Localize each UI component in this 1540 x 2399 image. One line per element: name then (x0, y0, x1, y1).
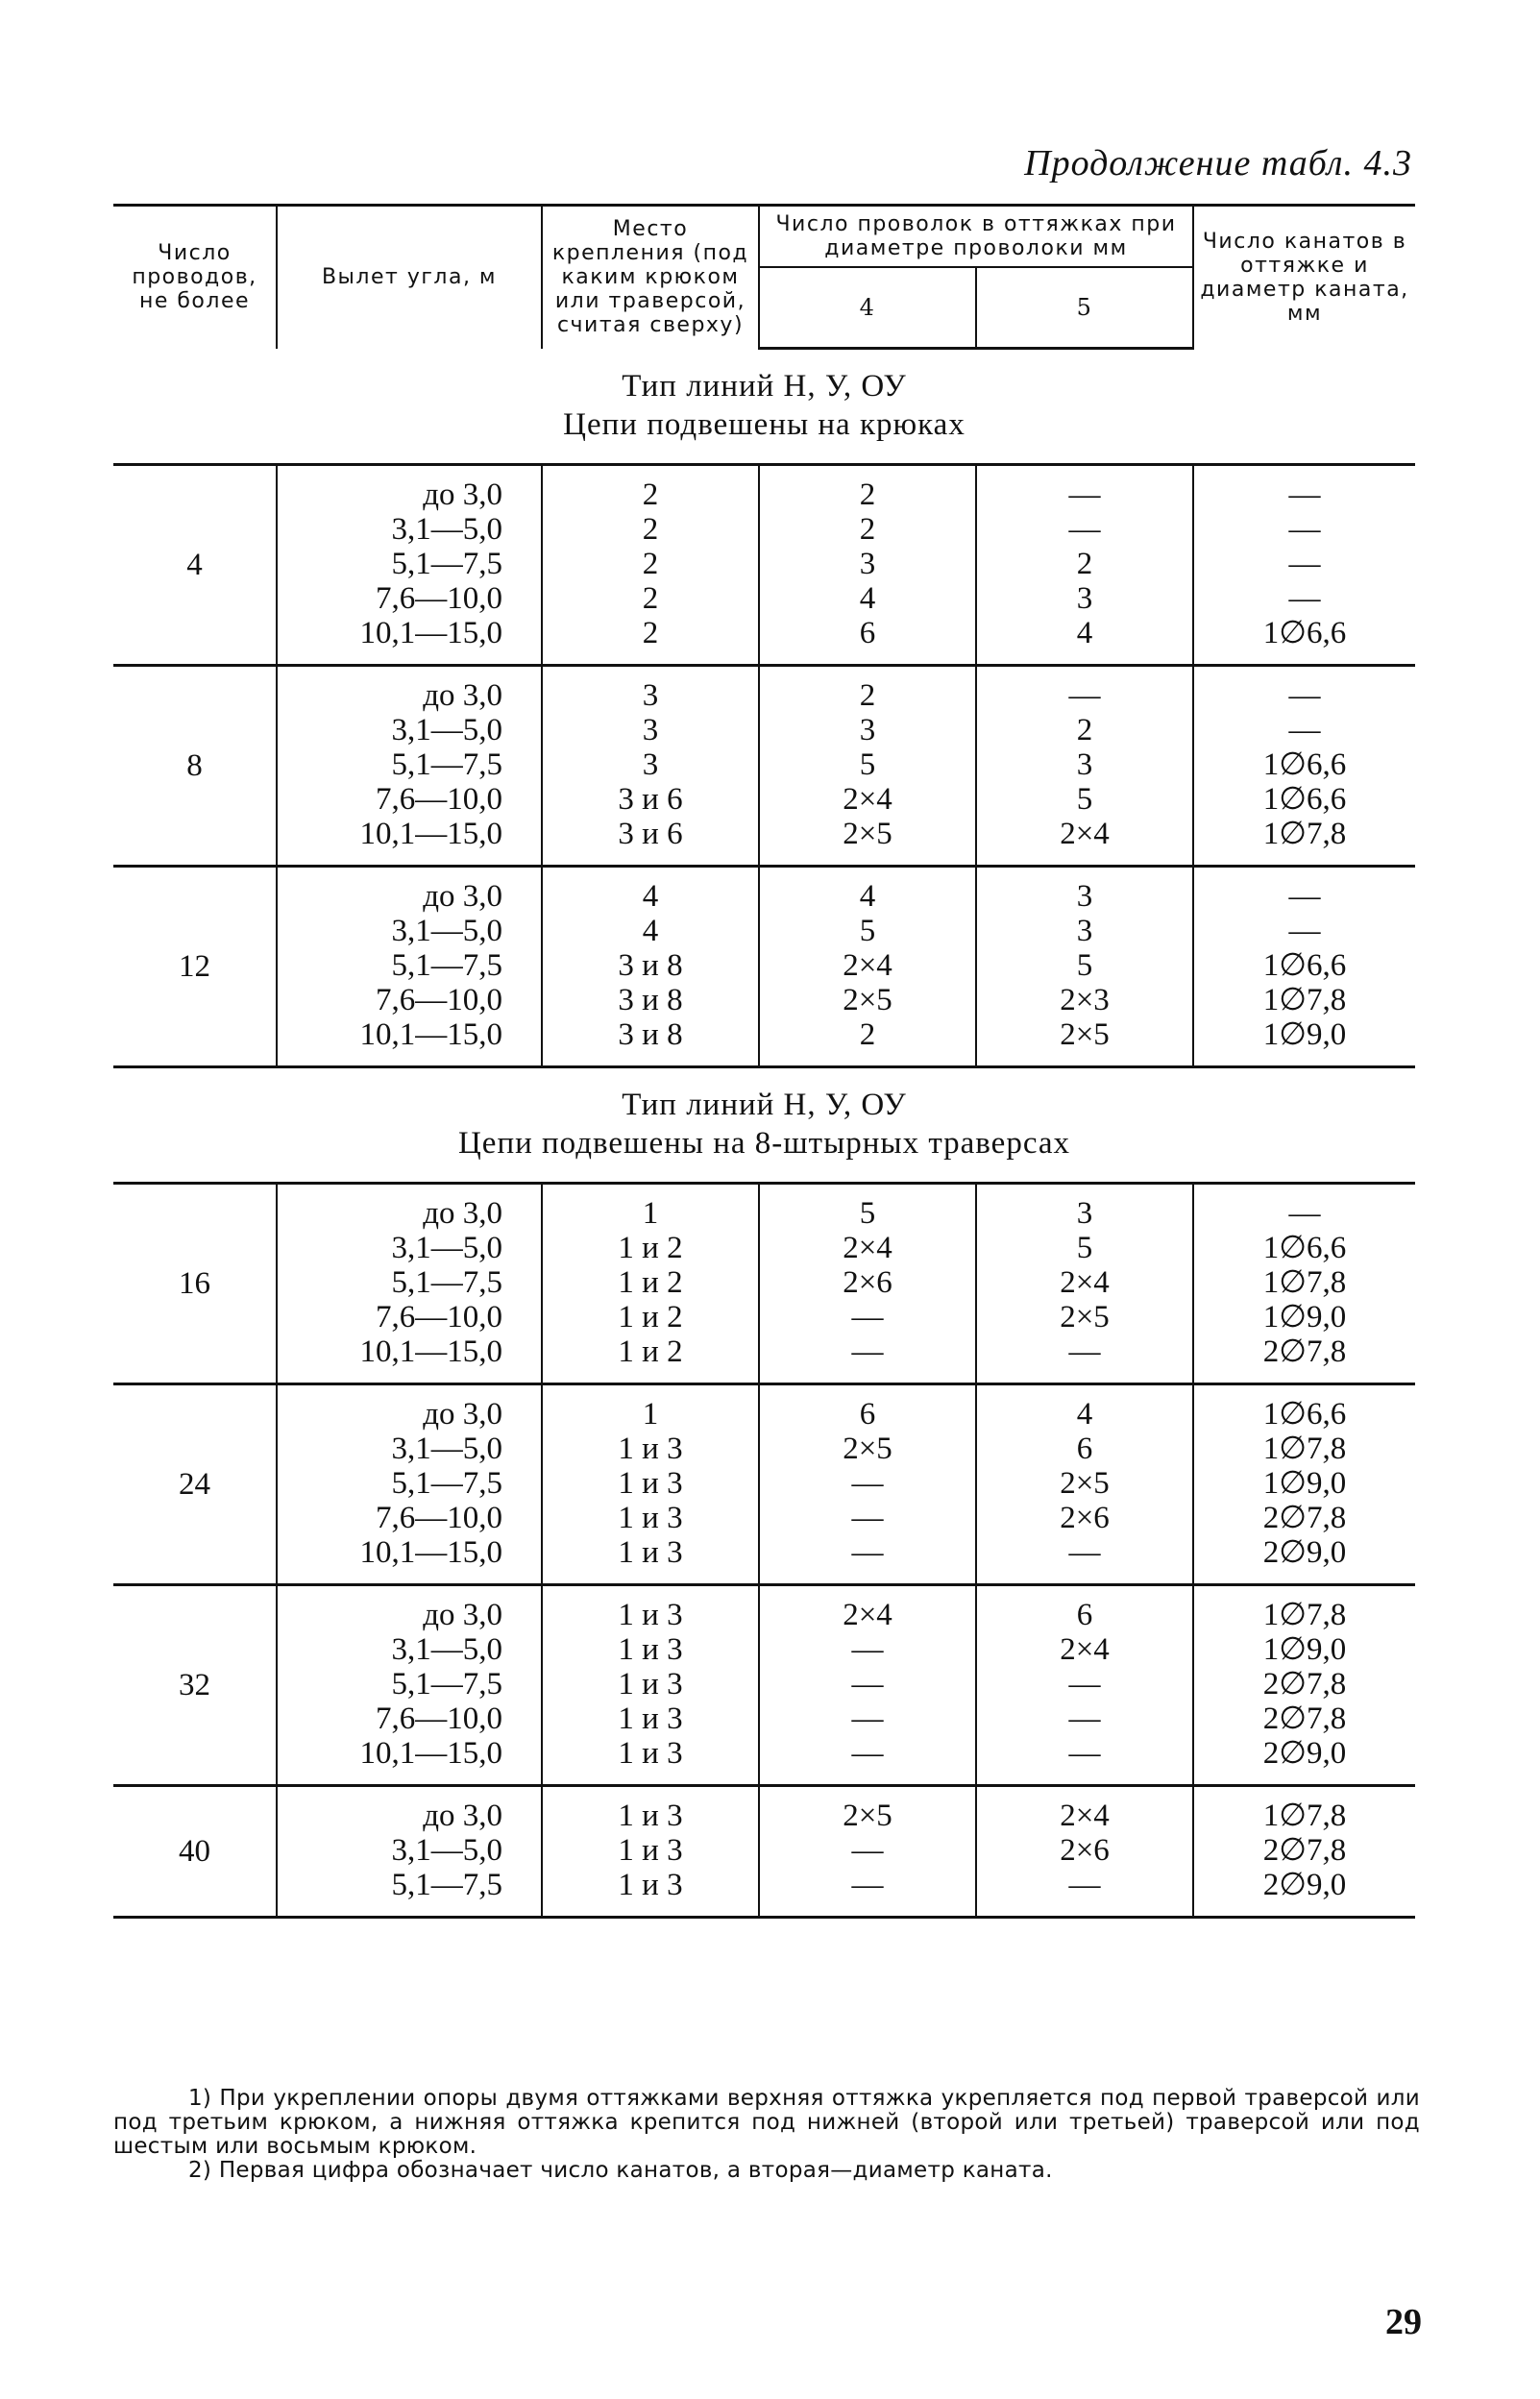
table-row (113, 1184, 1415, 1384)
cell-value: до 3,0 (423, 477, 502, 512)
diameter-4-cell (759, 666, 976, 867)
cell-value: 5 (859, 914, 876, 948)
cell-value: 10,1—15,0 (359, 1535, 502, 1570)
cell-value: — (1068, 1334, 1101, 1369)
cell-value: 3 и 6 (618, 782, 683, 817)
cell-value: 7,6—10,0 (376, 1501, 502, 1535)
cell-value: 2 (642, 477, 659, 512)
cell-value: — (851, 1833, 884, 1868)
cell-value: 2 (642, 581, 659, 616)
cell-value: — (851, 1535, 884, 1570)
cell-value: 7,6—10,0 (376, 581, 502, 616)
cell-value: 2 (859, 678, 876, 713)
cell-value: 3,1—5,0 (391, 1833, 502, 1868)
cell-value: 10,1—15,0 (359, 616, 502, 650)
cell-value: до 3,0 (423, 678, 502, 713)
cell-value: — (851, 1868, 884, 1902)
cell-value: 5 (859, 1196, 876, 1231)
cell-value: 6 (859, 1397, 876, 1432)
cell-value: 1 и 3 (618, 1736, 683, 1771)
cell-value: 3,1—5,0 (391, 512, 502, 547)
cell-value: 1 и 3 (618, 1535, 683, 1570)
cell-value: — (1068, 1535, 1101, 1570)
cell-value: до 3,0 (423, 879, 502, 914)
cell-value: 1∅7,8 (1262, 1799, 1347, 1833)
cell-value: 1∅6,6 (1262, 1397, 1347, 1432)
cell-value: 10,1—15,0 (359, 817, 502, 851)
cell-value: 2×4 (1060, 817, 1110, 851)
cell-value: 1∅6,6 (1262, 616, 1347, 650)
cell-value: 5 (1076, 1231, 1093, 1265)
header-angle: Вылет угла, м (277, 206, 542, 349)
cell-value: 2 (1076, 547, 1093, 581)
cell-value: 2 (642, 547, 659, 581)
cell-value: — (1288, 914, 1321, 948)
angle-cell (277, 1786, 542, 1918)
cell-value: 5,1—7,5 (391, 1466, 502, 1501)
table-caption: Продолжение табл. 4.3 (1024, 143, 1412, 184)
cell-value: 1∅6,6 (1262, 747, 1347, 782)
cell-value: 3,1—5,0 (391, 1231, 502, 1265)
cell-value: 4 (859, 581, 876, 616)
cell-value: 5 (1076, 948, 1093, 983)
place-cell (542, 1786, 759, 1918)
table-header (113, 206, 1415, 349)
cell-value: 1 и 3 (618, 1466, 683, 1501)
cell-value: до 3,0 (423, 1397, 502, 1432)
cell-value: — (1288, 1196, 1321, 1231)
cell-value: — (1068, 678, 1101, 713)
page-number: 29 (1385, 2302, 1422, 2342)
cell-value: 2∅7,8 (1262, 1833, 1347, 1868)
cell-value: до 3,0 (423, 1799, 502, 1833)
section-title-line: Тип линий Н, У, ОУ (622, 369, 907, 404)
header-diameter-4: 4 (759, 267, 976, 349)
wires-count-cell: 16 (113, 1184, 277, 1384)
cell-value: 10,1—15,0 (359, 1334, 502, 1369)
cell-value: 6 (1076, 1432, 1093, 1466)
cell-value: 2×6 (1060, 1833, 1110, 1868)
cell-value: 5,1—7,5 (391, 1265, 502, 1300)
cell-value: 5,1—7,5 (391, 1868, 502, 1902)
cell-value: — (1288, 547, 1321, 581)
footnotes (113, 2087, 1420, 2183)
cell-value: 2 (859, 1017, 876, 1052)
cell-value: 3 (642, 713, 659, 747)
cell-value: 1∅6,6 (1262, 782, 1347, 817)
cell-value: 3 и 8 (618, 1017, 683, 1052)
cell-value: 4 (1076, 616, 1093, 650)
cell-value: 1∅6,6 (1262, 948, 1347, 983)
diameter-5-cell (976, 465, 1193, 666)
cell-value: 3 (859, 713, 876, 747)
cell-value: 1∅7,8 (1262, 817, 1347, 851)
cables-cell (1193, 465, 1415, 666)
wires-count-cell: 24 (113, 1384, 277, 1585)
cables-cell (1193, 1585, 1415, 1786)
angle-cell (277, 1384, 542, 1585)
cell-value: 10,1—15,0 (359, 1736, 502, 1771)
cell-value: 1∅6,6 (1262, 1231, 1347, 1265)
cell-value: 4 (642, 879, 659, 914)
cell-value: 2×4 (843, 948, 892, 983)
table-row (113, 666, 1415, 867)
cell-value: 2 (859, 512, 876, 547)
cell-value: 3 (859, 547, 876, 581)
cell-value: 1∅7,8 (1262, 983, 1347, 1017)
cell-value: 3 (642, 678, 659, 713)
wires-count-cell: 8 (113, 666, 277, 867)
cell-value: 2∅7,8 (1262, 1667, 1347, 1701)
cell-value: 1 (642, 1397, 659, 1432)
cell-value: 7,6—10,0 (376, 782, 502, 817)
cell-value: 1 и 3 (618, 1632, 683, 1667)
cell-value: 2×4 (843, 1231, 892, 1265)
cell-value: — (1288, 678, 1321, 713)
diameter-4-cell (759, 1585, 976, 1786)
cell-value: — (1288, 477, 1321, 512)
cell-value: 1 и 2 (618, 1265, 683, 1300)
cell-value: 2×6 (1060, 1501, 1110, 1535)
table-row (113, 1384, 1415, 1585)
cell-value: 3,1—5,0 (391, 914, 502, 948)
cables-cell (1193, 1786, 1415, 1918)
cell-value: 3,1—5,0 (391, 713, 502, 747)
place-cell (542, 1384, 759, 1585)
cell-value: 1∅7,8 (1262, 1265, 1347, 1300)
diameter-4-cell (759, 867, 976, 1067)
header-place: Место крепления (под каким крюком или траверсой, считая сверху) (542, 206, 759, 349)
data-table (113, 204, 1415, 1919)
cell-value: — (1068, 1868, 1101, 1902)
cell-value: — (851, 1701, 884, 1736)
cell-value: 3 и 6 (618, 817, 683, 851)
angle-cell (277, 1184, 542, 1384)
angle-cell (277, 867, 542, 1067)
cell-value: 3 (1076, 1196, 1093, 1231)
diameter-4-cell (759, 1786, 976, 1918)
cell-value: 5,1—7,5 (391, 1667, 502, 1701)
cell-value: 2 (1076, 713, 1093, 747)
footnote-2: 2) Первая цифра обозначает число канатов, а вторая—диаметр каната. (188, 2158, 1053, 2183)
cell-value: 3,1—5,0 (391, 1432, 502, 1466)
cell-value: до 3,0 (423, 1598, 502, 1632)
cell-value: 2∅7,8 (1262, 1334, 1347, 1369)
cell-value: 2×5 (1060, 1300, 1110, 1334)
table-row (113, 465, 1415, 666)
cell-value: 2×5 (1060, 1466, 1110, 1501)
cell-value: — (851, 1334, 884, 1369)
cables-cell (1193, 1384, 1415, 1585)
cell-value: — (851, 1300, 884, 1334)
cables-cell (1193, 666, 1415, 867)
cell-value: 2∅7,8 (1262, 1501, 1347, 1535)
cell-value: — (851, 1466, 884, 1501)
cell-value: 2∅9,0 (1262, 1736, 1347, 1771)
diameter-4-cell (759, 465, 976, 666)
angle-cell (277, 1585, 542, 1786)
cell-value: 2×5 (843, 983, 892, 1017)
cell-value: 1 (642, 1196, 659, 1231)
cell-value: 3 (1076, 581, 1093, 616)
cell-value: 2 (642, 616, 659, 650)
cell-value: 5,1—7,5 (391, 547, 502, 581)
cell-value: 7,6—10,0 (376, 1300, 502, 1334)
cell-value: 1 и 3 (618, 1598, 683, 1632)
section-title-line: Цепи подвешены на крюках (563, 407, 966, 442)
diameter-5-cell (976, 666, 1193, 867)
cell-value: 2×4 (1060, 1799, 1110, 1833)
cell-value: 1∅7,8 (1262, 1598, 1347, 1632)
cell-value: 3,1—5,0 (391, 1632, 502, 1667)
cell-value: — (1288, 512, 1321, 547)
cell-value: 2×4 (843, 1598, 892, 1632)
diameter-4-cell (759, 1384, 976, 1585)
header-cables: Число канатов в оттяжке и диаметр каната, мм (1193, 206, 1415, 349)
diameter-5-cell (976, 1384, 1193, 1585)
place-cell (542, 1585, 759, 1786)
table-row (113, 867, 1415, 1067)
section-title (113, 349, 1415, 465)
section-title-line: Цепи подвешены на 8-штырных траверсах (457, 1126, 1071, 1161)
angle-cell (277, 465, 542, 666)
cell-value: 2×4 (843, 782, 892, 817)
cell-value: — (1068, 1667, 1101, 1701)
cell-value: 2 (642, 512, 659, 547)
diameter-5-cell (976, 1585, 1193, 1786)
cell-value: 1 и 3 (618, 1868, 683, 1902)
cables-cell (1193, 1184, 1415, 1384)
section-title (113, 1067, 1415, 1184)
cables-cell (1193, 867, 1415, 1067)
cell-value: 1 и 3 (618, 1501, 683, 1535)
cell-value: — (1068, 1736, 1101, 1771)
cell-value: 1∅9,0 (1262, 1466, 1347, 1501)
cell-value: 1∅9,0 (1262, 1300, 1347, 1334)
cell-value: 3 (1076, 747, 1093, 782)
cell-value: 3 (1076, 914, 1093, 948)
diameter-5-cell (976, 1184, 1193, 1384)
cell-value: 2×5 (843, 1799, 892, 1833)
cell-value: 3 (642, 747, 659, 782)
cell-value: 6 (1076, 1598, 1093, 1632)
cell-value: 2×3 (1060, 983, 1110, 1017)
cell-value: 1 и 2 (618, 1334, 683, 1369)
cell-value: — (851, 1632, 884, 1667)
cell-value: 3 и 8 (618, 948, 683, 983)
diameter-4-cell (759, 1184, 976, 1384)
cell-value: 1 и 3 (618, 1701, 683, 1736)
diameter-5-cell (976, 1786, 1193, 1918)
cell-value: 4 (859, 879, 876, 914)
footnote-1: 1) При укреплении опоры двумя оттяжками верхняя оттяжка укрепляется под первой траверсой или под третьим крюком, а нижняя оттяжка крепится под нижней (второй или третьей) траверсой или под шестым или восьмым крюком. (113, 2086, 1420, 2159)
cell-value: 2∅7,8 (1262, 1701, 1347, 1736)
cell-value: 1 и 2 (618, 1231, 683, 1265)
cell-value: 1 и 3 (618, 1833, 683, 1868)
diameter-5-cell (976, 867, 1193, 1067)
cell-value: 2×6 (843, 1265, 892, 1300)
cell-value: 5 (1076, 782, 1093, 817)
wires-count-cell: 32 (113, 1585, 277, 1786)
cell-value: — (1068, 477, 1101, 512)
cell-value: — (1068, 512, 1101, 547)
cell-value: 3 (1076, 879, 1093, 914)
angle-cell (277, 666, 542, 867)
cell-value: 1 и 2 (618, 1300, 683, 1334)
table-row (113, 1585, 1415, 1786)
cell-value: — (1288, 879, 1321, 914)
cell-value: — (851, 1501, 884, 1535)
wires-count-cell: 12 (113, 867, 277, 1067)
cell-value: 1∅9,0 (1262, 1017, 1347, 1052)
cell-value: 6 (859, 616, 876, 650)
place-cell (542, 465, 759, 666)
cell-value: — (1068, 1701, 1101, 1736)
cell-value: 1 и 3 (618, 1432, 683, 1466)
cell-value: 1 и 3 (618, 1799, 683, 1833)
cell-value: 4 (642, 914, 659, 948)
cell-value: 3 и 8 (618, 983, 683, 1017)
cell-value: 2×5 (843, 1432, 892, 1466)
cell-value: 4 (1076, 1397, 1093, 1432)
cell-value: 2×5 (1060, 1017, 1110, 1052)
cell-value: 7,6—10,0 (376, 1701, 502, 1736)
cell-value: 2×4 (1060, 1632, 1110, 1667)
cell-value: — (1288, 581, 1321, 616)
cell-value: 1∅7,8 (1262, 1432, 1347, 1466)
cell-value: — (1288, 713, 1321, 747)
table-body (113, 349, 1415, 1918)
cell-value: 2×4 (1060, 1265, 1110, 1300)
cell-value: 5,1—7,5 (391, 747, 502, 782)
cell-value: 5 (859, 747, 876, 782)
wires-count-cell: 4 (113, 465, 277, 666)
table-row (113, 1786, 1415, 1918)
header-wires-group: Число проволок в оттяжках при диаметре проволоки мм (759, 206, 1193, 268)
cell-value: 10,1—15,0 (359, 1017, 502, 1052)
cell-value: 5,1—7,5 (391, 948, 502, 983)
cell-value: 2∅9,0 (1262, 1868, 1347, 1902)
cell-value: 1 и 3 (618, 1667, 683, 1701)
place-cell (542, 666, 759, 867)
wires-count-cell: 40 (113, 1786, 277, 1918)
cell-value: 7,6—10,0 (376, 983, 502, 1017)
cell-value: до 3,0 (423, 1196, 502, 1231)
header-diameter-5: 5 (976, 267, 1193, 349)
header-wires-count: Число проводов, не более (113, 206, 277, 349)
section-row (113, 349, 1415, 465)
cell-value: — (851, 1667, 884, 1701)
cell-value: 1∅9,0 (1262, 1632, 1347, 1667)
section-row (113, 1067, 1415, 1184)
section-title-line: Тип линий Н, У, ОУ (622, 1088, 907, 1122)
cell-value: — (851, 1736, 884, 1771)
place-cell (542, 867, 759, 1067)
cell-value: 2×5 (843, 817, 892, 851)
cell-value: 2∅9,0 (1262, 1535, 1347, 1570)
cell-value: 2 (859, 477, 876, 512)
place-cell (542, 1184, 759, 1384)
